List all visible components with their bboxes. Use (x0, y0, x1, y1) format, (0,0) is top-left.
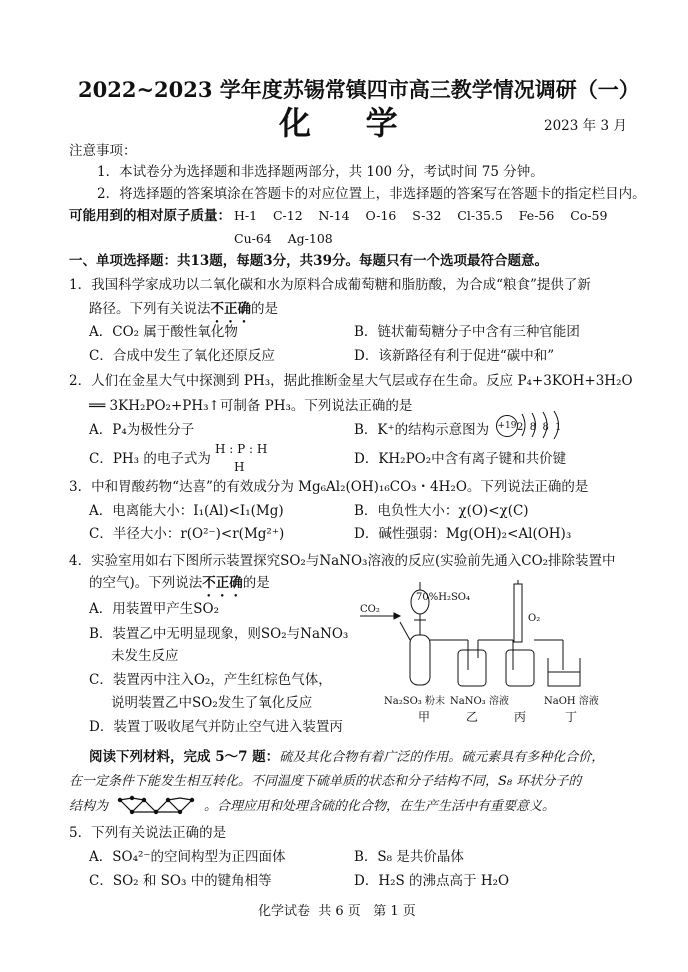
q1-option-b: B．链状葡萄糖分子中含有三种官能团 (354, 324, 580, 340)
ph3-electron-formula: H : P : H (215, 442, 268, 456)
electron-shell-counts: 2 8 8 1 (517, 422, 562, 433)
exam-title: 2022~2023 学年度苏锡常镇四市高三教学情况调研（一） (78, 77, 640, 102)
q5-option-d: D．H₂S 的沸点高于 H₂O (354, 873, 510, 889)
q5-option-b: B．S₈ 是共价晶体 (354, 849, 464, 865)
q4-stem-line-1: 4．实验室用如右下图所示装置探究SO₂与NaNO₃溶液的反应(实验前先通入CO₂排除装置中 (69, 553, 616, 569)
acid-label: 70%H₂SO₄ (416, 592, 471, 603)
q2-option-c: C．PH₃ 的电子式为 (89, 451, 211, 467)
notice-item-2: 2．将选择题的答案填涂在答题卡的对应位置上，非选择题的答案写在答题卡的指定栏目内。 (97, 186, 646, 202)
unit-label-ding: 丁 (565, 710, 578, 724)
exam-date: 2023 年 3 月 (544, 118, 627, 134)
q2-stem-line-2: ══ 3KH₂PO₂+PH₃↑可制备 PH₃。下列说法正确的是 (89, 398, 413, 414)
atomic-mass-line-1: H-1 C-12 N-14 O-16 S-32 Cl-35.5 Fe-56 Co-59 (234, 208, 608, 223)
reading-line-3a: 结构为 (69, 799, 109, 814)
q1-stem-line-2: 路径。下列有关说法不正确的是 (89, 301, 278, 317)
q1-option-c: C．合成中发生了氧化还原反应 (89, 348, 275, 364)
page-footer: 化学试卷 共 6 页 第 1 页 (258, 904, 416, 919)
q4-option-b-line-1: B．装置乙中无明显现象，则SO₂与NaNO₃ (89, 626, 349, 642)
figure-label-naoh: NaOH 溶液 (544, 696, 599, 707)
q5-stem: 5．下列有关说法正确的是 (69, 825, 227, 841)
apparatus-diagram (358, 580, 588, 690)
section-heading: 一、单项选择题：共13题，每题3分，共39分。每题只有一个选项最符合题意。 (69, 253, 548, 269)
subject-title: 化 学 (279, 104, 400, 142)
q4-stem-line-2: 的空气)。下列说法不正确的是 (89, 575, 270, 591)
notice-item-1: 1．本试卷分为选择题和非选择题两部分，共 100 分，考试时间 75 分钟。 (97, 164, 544, 180)
reading-line-1: 阅读下列材料，完成 5～7 题：硫及其化合物有着广泛的作用。硫元素具有多种化合价， (89, 749, 605, 765)
q2-option-a: A．P₄为极性分子 (89, 422, 195, 438)
o2-label: O₂ (528, 613, 541, 624)
notice-heading: 注意事项： (69, 143, 137, 159)
q2-stem-line-1: 2．人们在金星大气中探测到 PH₃，据此推断金星大气层或存在生命。反应 P₄+3KOH+3H₂O (69, 373, 633, 389)
reading-line-2: 在一定条件下能发生相互转化。不同温度下硫单质的状态和分子结构不同，S₈ 环状分子的 (69, 774, 582, 789)
q4-option-b-line-2: 未发生反应 (111, 648, 179, 664)
unit-label-bing: 丙 (514, 710, 527, 724)
q3-option-c: C．半径大小：r(O²⁻)<r(Mg²⁺) (89, 526, 285, 542)
unit-label-jia: 甲 (418, 710, 431, 724)
atomic-mass-label: 可能用到的相对原子质量： (69, 208, 231, 224)
figure-label-nano3: NaNO₃ 溶液 (450, 696, 509, 707)
co2-label: CO₂ (360, 604, 380, 615)
q4-option-c-line-2: 说明装置乙中SO₂发生了氧化反应 (111, 695, 313, 711)
figure-label-na2so3: Na₂SO₃ 粉末 (384, 696, 445, 707)
q1-stem-line-1: 1．我国科学家成功以二氧化碳和水为原料合成葡萄糖和脂肪酸，为合成“粮食”提供了新 (69, 277, 591, 293)
q2-option-b: B．K⁺的结构示意图为 (354, 422, 490, 438)
q5-option-c: C．SO₂ 和 SO₃ 中的键角相等 (89, 873, 272, 889)
reading-line-3b: 。合理应用和处理含硫的化合物，在生产生活中有重要意义。 (204, 799, 556, 814)
ph3-electron-formula-h: H (234, 460, 245, 474)
q2-option-d: D．KH₂PO₂中含有离子键和共价键 (354, 451, 567, 467)
q3-stem: 3．中和胃酸药物“达喜”的有效成分为 Mg₆Al₂(OH)₁₆CO₃・4H₂O。下列说法正确的是 (69, 479, 589, 495)
q3-option-b: B．电负性大小：χ(O)<χ(C) (354, 503, 529, 519)
unit-label-yi: 乙 (466, 710, 479, 724)
q3-option-a: A．电离能大小：I₁(Al)<I₁(Mg) (89, 503, 284, 519)
potassium-nucleus: +19 (496, 415, 518, 437)
s8-ring-structure (116, 792, 198, 818)
q1-option-a: A．CO₂ 属于酸性氧化物 (89, 324, 238, 340)
q4-option-d: D．装置丁吸收尾气并防止空气进入装置丙 (89, 719, 343, 735)
q3-option-d: D．碱性强弱：Mg(OH)₂<Al(OH)₃ (354, 526, 572, 542)
q4-option-c-line-1: C．装置丙中注入O₂，产生红棕色气体， (89, 672, 332, 688)
q4-option-a: A．用装置甲产生SO₂ (89, 601, 219, 617)
atomic-mass-line-2: Cu-64 Ag-108 (234, 231, 333, 246)
q1-option-d: D．该新路径有利于促进“碳中和” (354, 348, 555, 364)
q5-option-a: A．SO₄²⁻的空间构型为正四面体 (89, 849, 286, 865)
